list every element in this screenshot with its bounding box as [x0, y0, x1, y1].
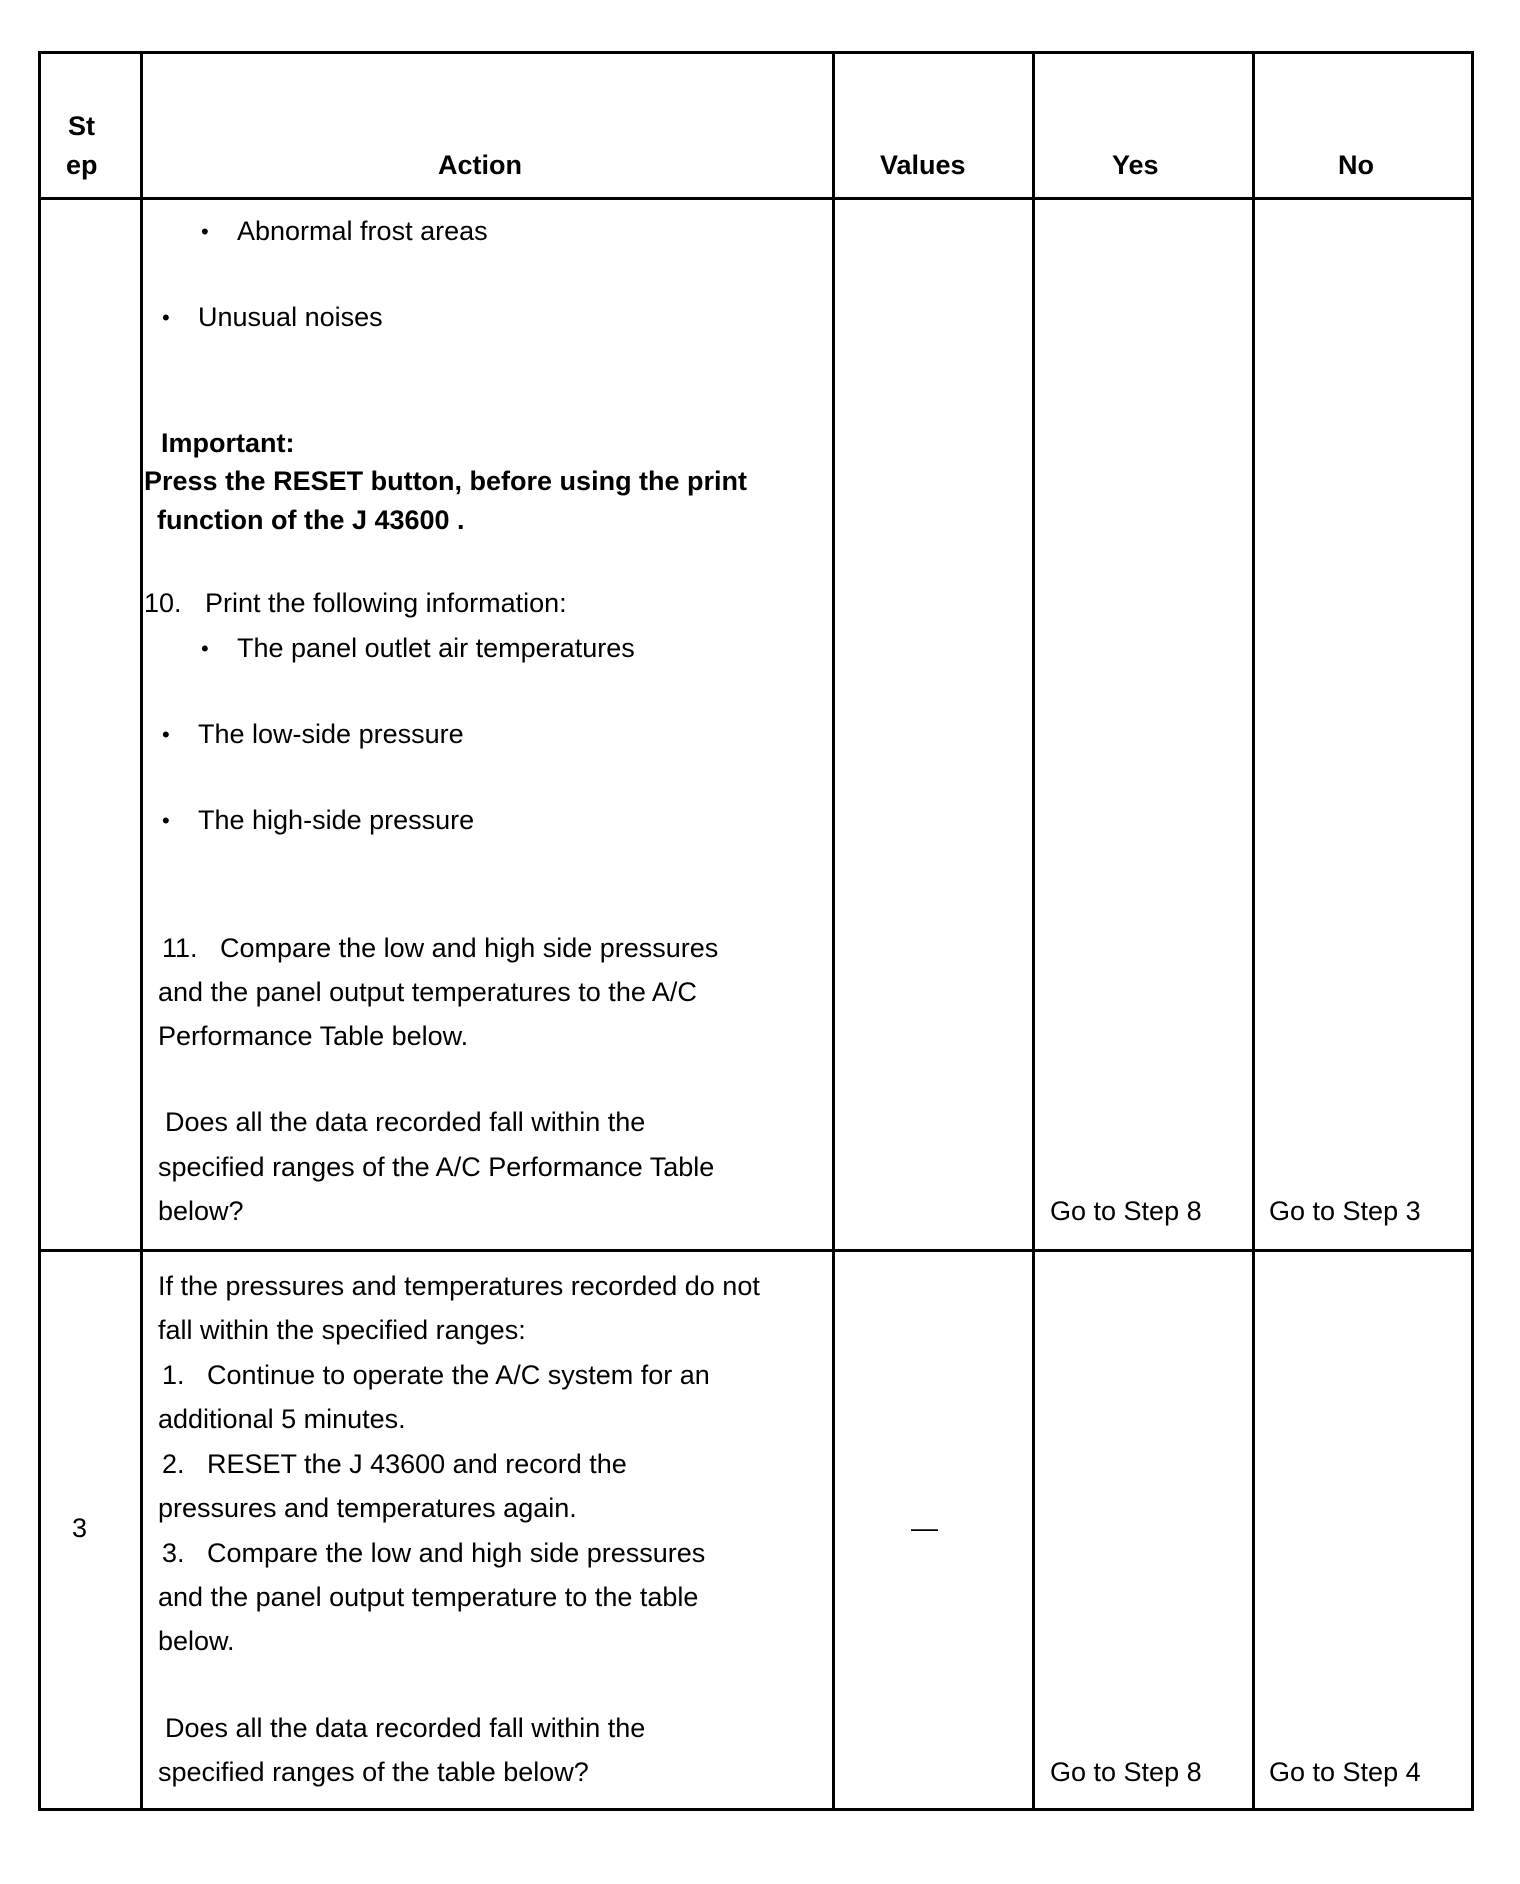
action-line: additional 5 minutes.	[158, 1404, 406, 1434]
important-line: function of the J 43600 .	[157, 505, 465, 535]
step-number: 3	[72, 1513, 88, 1543]
action-line: and the panel output temperature to the table	[158, 1582, 699, 1612]
bullet-icon: •	[162, 722, 170, 747]
column-divider-action	[832, 51, 835, 1811]
step11-line: 11. Compare the low and high side pressures	[162, 933, 719, 963]
bullet-icon: •	[201, 219, 209, 244]
table-right-border	[1471, 51, 1474, 1811]
no-result: Go to Step 3	[1269, 1196, 1421, 1226]
header-values: Values	[880, 150, 966, 180]
action-line: pressures and temperatures again.	[158, 1493, 577, 1523]
header-yes: Yes	[1112, 150, 1159, 180]
bullet-icon: •	[162, 808, 170, 833]
step11-line: Performance Table below.	[158, 1021, 469, 1051]
important-line: Press the RESET button, before using the print	[144, 466, 748, 496]
list-item: The high-side pressure	[198, 805, 475, 835]
header-step-line1: St	[68, 111, 95, 141]
column-divider-yes	[1252, 51, 1255, 1811]
column-divider-values	[1032, 51, 1035, 1811]
question-line: specified ranges of the A/C Performance Table	[158, 1152, 715, 1182]
bullet-icon: •	[162, 305, 170, 330]
important-label: Important:	[161, 428, 295, 458]
bullet-icon: •	[201, 636, 209, 661]
step11-line: and the panel output temperatures to the A/C	[158, 977, 697, 1007]
header-action: Action	[438, 150, 522, 180]
yes-result: Go to Step 8	[1050, 1757, 1202, 1787]
header-no: No	[1338, 150, 1374, 180]
question-line: Does all the data recorded fall within the	[165, 1107, 646, 1137]
table-top-border	[38, 51, 1474, 54]
value-dash: —	[911, 1513, 938, 1543]
yes-result: Go to Step 8	[1050, 1196, 1202, 1226]
question-line: Does all the data recorded fall within the	[165, 1713, 646, 1743]
question-line: below?	[158, 1196, 244, 1226]
row-divider	[38, 1249, 1474, 1252]
header-bottom-border	[38, 197, 1474, 200]
action-line: 3. Compare the low and high side pressures	[162, 1538, 706, 1568]
action-line: below.	[158, 1626, 235, 1656]
table-bottom-border	[38, 1808, 1474, 1811]
action-line: 2. RESET the J 43600 and record the	[162, 1449, 627, 1479]
action-line: fall within the specified ranges:	[158, 1315, 526, 1345]
list-item: Abnormal frost areas	[237, 216, 488, 246]
no-result: Go to Step 4	[1269, 1757, 1421, 1787]
header-step-line2: ep	[66, 150, 98, 180]
column-divider-step	[140, 51, 143, 1811]
list-item: Unusual noises	[198, 302, 383, 332]
list-item: The low-side pressure	[198, 719, 464, 749]
question-line: specified ranges of the table below?	[158, 1757, 589, 1787]
list-item: The panel outlet air temperatures	[237, 633, 635, 663]
table-left-border	[38, 51, 41, 1811]
step10-number: 10.	[144, 588, 182, 618]
action-line: If the pressures and temperatures recorded do not	[158, 1271, 760, 1301]
step10-text: Print the following information:	[205, 588, 567, 618]
action-line: 1. Continue to operate the A/C system for an	[162, 1360, 710, 1390]
